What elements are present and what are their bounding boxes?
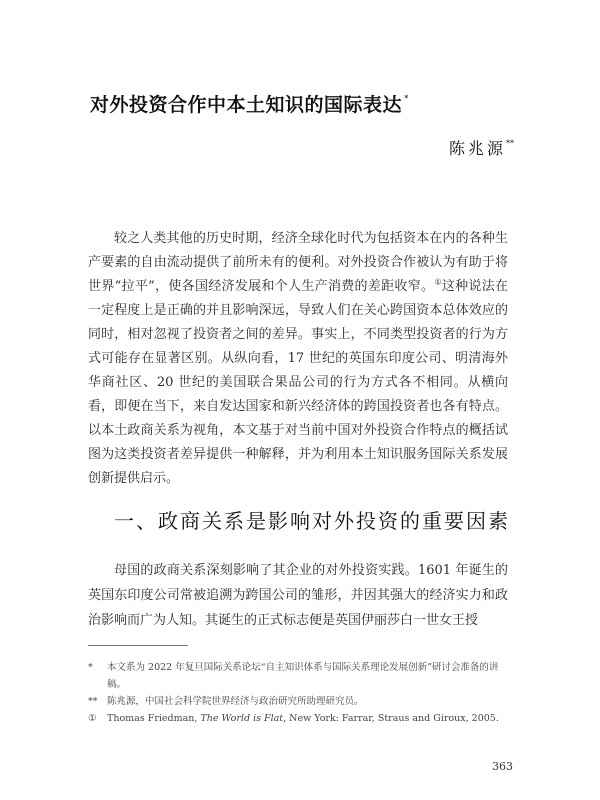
footnote-mark: ① [88,713,97,724]
footnote-text: 陈兆源，中国社会科学院世界经济与政治研究所助理研究员。 [107,696,364,707]
title-footnote-mark: * [404,93,410,104]
article-title [90,90,530,117]
footnote-mark: ** [88,696,98,707]
author-name [449,136,514,159]
book-title: The World is Flat [200,713,284,724]
footnote-item [88,693,508,710]
intro-text-part2: 这种说法在一定程度上是正确的并且影响深远，导致人们在关心跨国资本总体效应的同时，相对忽视了投资者之间的差异。事实上，不同类型投资者的行为方式可能存在显著区别。从纵向看，17 世纪的英国东印度公司、明清海外华商社区、20 世纪的美国联合果品公司的行为方式各不相同。从横向看，即便在当下，来自发达国家和新兴经济体的跨国投资者也各有特点。以本土政商关系为视角，本文基于对当前中国对外投资合作特点的概括试图为这类投资者差异提供一种解释，并为利用本土知识服务国际关系发展创新提供启示。 [88,279,509,486]
footnote-mark: * [88,662,93,673]
footnote-text: 本文系为 2022 年复旦国际关系论坛“自主知识体系与国际关系理论发展创新”研讨会准备的讲稿。 [107,662,499,690]
footnote-text-after: , New York: Farrar, Straus and Giroux, 2005. [283,713,499,724]
author-footnote-mark: ** [506,138,514,148]
footnote-text-before: Thomas Friedman, [107,713,201,724]
article-title-text: 对外投资合作中本土知识的国际表达 [90,94,403,116]
footnote-item [88,659,508,693]
section-heading: 一、政商关系是影响对外投资的重要因素 [114,509,510,533]
footnotes [88,659,508,727]
intro-text-part1: 较之人类其他的历史时期，经济全球化时代为包括资本在内的各种生产要素的自由流动提供了前所未有的便利。对外投资合作被认为有助于将世界“拉平”，使各国经济发展和个人生产消费的差距收窄。 [88,231,508,294]
footnote-ref-1[interactable]: ① [434,277,442,287]
section-paragraph: 母国的政商关系深刻影响了其企业的对外投资实践。1601 年诞生的英国东印度公司常被追溯为跨国公司的雏形，并因其强大的经济实力和政治影响而广为人知。其诞生的正式标志便是英国伊丽莎白一世女王授 [88,563,508,628]
page-number: 363 [492,760,513,773]
footnote-item [88,710,508,727]
author-name-text: 陈兆源 [448,139,506,158]
intro-paragraph [88,227,508,491]
footnote-divider [88,645,188,646]
